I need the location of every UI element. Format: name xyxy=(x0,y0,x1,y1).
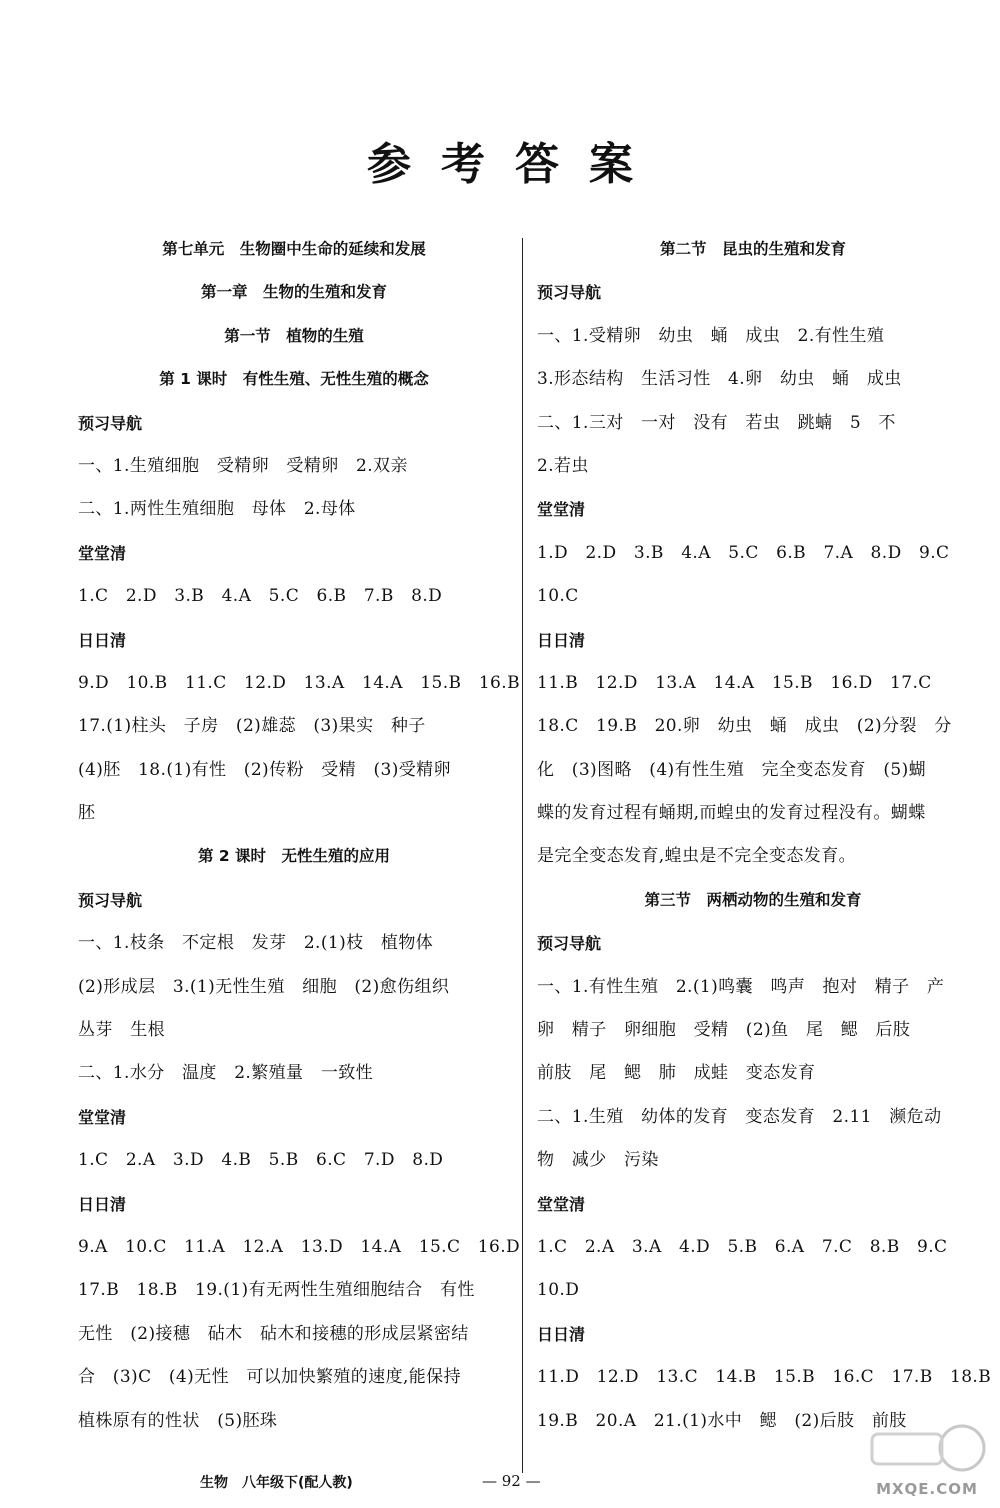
section-label: 堂堂清 xyxy=(537,500,586,520)
watermark-text: MXQE.COM xyxy=(876,1480,978,1498)
answer-line: 18.C 19.B 20.卵 幼虫 蛹 成虫 (2)分裂 分 xyxy=(537,716,952,737)
section-label: 预习导航 xyxy=(537,283,602,303)
section-label: 预习导航 xyxy=(78,890,143,910)
section-heading: 第三节 两栖动物的生殖和发育 xyxy=(644,890,862,909)
left-column xyxy=(78,228,521,1443)
answer-line: 二、1.生殖 幼体的发育 变态发育 2.11 濒危动 xyxy=(537,1106,942,1127)
column-divider xyxy=(522,238,523,1473)
answer-line: 合 (3)C (4)无性 可以加快繁殖的速度,能保持 xyxy=(78,1367,461,1388)
answer-line: 2.若虫 xyxy=(537,455,589,476)
answer-line: 是完全变态发育,蝗虫是不完全变态发育。 xyxy=(537,846,857,867)
page-number: — 92 — xyxy=(482,1472,541,1490)
answer-line: 一、1.有性生殖 2.(1)鸣囊 鸣声 抱对 精子 产 xyxy=(537,976,945,997)
section-label: 日日清 xyxy=(537,630,586,650)
answer-line: 蝶的发育过程有蛹期,而蝗虫的发育过程没有。蝴蝶 xyxy=(537,803,926,824)
answer-line: 17.B 18.B 19.(1)有无两性生殖细胞结合 有性 xyxy=(78,1280,475,1301)
answer-line: 卵 精子 卵细胞 受精 (2)鱼 尾 鳃 后肢 xyxy=(537,1020,911,1041)
answer-line: 胚 xyxy=(78,803,96,824)
section-label: 日日清 xyxy=(537,1324,586,1344)
section-heading: 第 1 课时 有性生殖、无性生殖的概念 xyxy=(159,370,429,389)
answer-line: (4)胚 18.(1)有性 (2)传粉 受精 (3)受精卵 xyxy=(78,759,451,780)
answer-line: 化 (3)图略 (4)有性生殖 完全变态发育 (5)蝴 xyxy=(537,759,927,780)
section-heading: 第 2 课时 无性生殖的应用 xyxy=(197,847,391,866)
answer-line: 二、1.三对 一对 没有 若虫 跳蝻 5 不 xyxy=(537,412,896,433)
right-column xyxy=(537,228,992,1443)
answer-line: 二、1.两性生殖细胞 母体 2.母体 xyxy=(78,499,356,520)
answer-line: 二、1.水分 温度 2.繁殖量 一致性 xyxy=(78,1063,374,1084)
answer-line: 无性 (2)接穗 砧木 砧木和接穗的形成层紧密结 xyxy=(78,1323,469,1344)
section-heading: 第七单元 生物圈中生命的延续和发展 xyxy=(162,240,426,258)
answer-line: 9.A 10.C 11.A 12.A 13.D 14.A 15.C 16.D xyxy=(78,1236,521,1257)
section-heading: 第二节 昆虫的生殖和发育 xyxy=(659,240,846,258)
page-title: 参考答案 xyxy=(367,139,663,190)
answer-line: 11.B 12.D 13.A 14.A 15.B 16.D 17.C xyxy=(537,672,932,693)
answer-line: 17.(1)柱头 子房 (2)雄蕊 (3)果实 种子 xyxy=(78,716,426,737)
answer-line: 丛芽 生根 xyxy=(78,1020,165,1041)
answer-line: 1.C 2.D 3.B 4.A 5.C 6.B 7.B 8.D xyxy=(78,586,443,607)
answer-line: 一、1.生殖细胞 受精卵 受精卵 2.双亲 xyxy=(78,455,408,476)
footer-subject: 生物 八年级下(配人教) xyxy=(200,1475,353,1491)
answer-line: 11.D 12.D 13.C 14.B 15.B 16.C 17.B 18.B xyxy=(537,1367,992,1388)
answer-line: 植株原有的性状 (5)胚珠 xyxy=(78,1410,278,1431)
section-label: 预习导航 xyxy=(78,413,143,433)
section-label: 堂堂清 xyxy=(78,1107,127,1127)
answer-line: 一、1.受精卵 幼虫 蛹 成虫 2.有性生殖 xyxy=(537,325,885,346)
section-label: 堂堂清 xyxy=(78,543,127,563)
answer-line: 前肢 尾 鳃 肺 成蛙 变态发育 xyxy=(537,1063,816,1084)
section-label: 日日清 xyxy=(78,1194,127,1214)
watermark-icon xyxy=(862,1420,992,1480)
answer-line: 9.D 10.B 11.C 12.D 13.A 14.A 15.B 16.B xyxy=(78,672,520,693)
section-label: 日日清 xyxy=(78,630,127,650)
section-label: 堂堂清 xyxy=(537,1194,586,1214)
answer-line: 19.B 20.A 21.(1)水中 鳃 (2)后肢 前肢 xyxy=(537,1410,907,1431)
watermark-logo xyxy=(862,1420,992,1500)
answer-line: 10.C xyxy=(537,586,579,607)
section-heading: 第一章 生物的生殖和发育 xyxy=(200,283,387,302)
answer-line: 10.D xyxy=(537,1280,580,1301)
answer-line: 一、1.枝条 不定根 发芽 2.(1)枝 植物体 xyxy=(78,933,434,954)
section-heading: 第一节 植物的生殖 xyxy=(224,326,364,345)
answer-line: 1.C 2.A 3.D 4.B 5.B 6.C 7.D 8.D xyxy=(78,1150,444,1171)
answer-line: (2)形成层 3.(1)无性生殖 细胞 (2)愈伤组织 xyxy=(78,976,450,997)
answer-line: 1.C 2.A 3.A 4.D 5.B 6.A 7.C 8.B 9.C xyxy=(537,1236,948,1257)
answer-line: 3.形态结构 生活习性 4.卵 幼虫 蛹 成虫 xyxy=(537,369,902,390)
answer-line: 1.D 2.D 3.B 4.A 5.C 6.B 7.A 8.D 9.C xyxy=(537,542,950,563)
section-label: 预习导航 xyxy=(537,934,602,954)
answer-line: 物 减少 污染 xyxy=(537,1150,659,1171)
